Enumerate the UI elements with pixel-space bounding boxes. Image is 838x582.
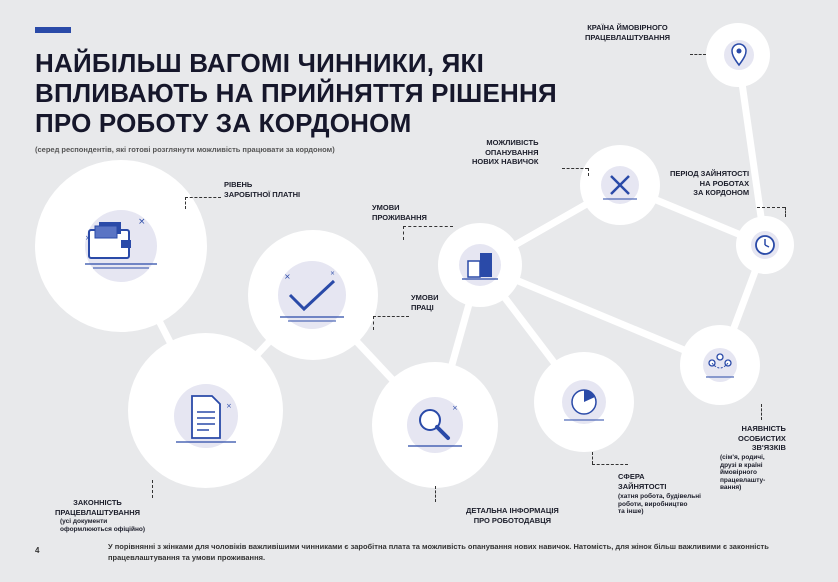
document-icon [168,378,244,454]
work-conditions-connector [373,316,374,330]
living-connector [403,226,404,240]
period-label: ПЕРІОД ЗАЙНЯТОСТІ НА РОБОТАХ ЗА КОРДОНОМ [670,169,750,197]
title-line: ВПЛИВАЮТЬ НА ПРИЙНЯТТЯ РІШЕННЯ [35,78,557,108]
sphere-note: (хатня робота, будівельні роботи, виробництво та інше) [618,493,701,515]
detailed-info-connector [435,486,436,502]
checkmark-icon [272,255,352,335]
period-connector [785,207,786,217]
title-line: ПРО РОБОТУ ЗА КОРДОНОМ [35,108,412,138]
skills-label: МОЖЛИВІСТЬ ОПАНУВАННЯ НОВИХ НАВИЧОК [472,138,539,166]
country-label: КРАЇНА ЙМОВІРНОГО ПРАЦЕВЛАШТУВАННЯ [585,23,671,42]
work-conditions-connector [373,316,409,317]
country-connector [690,54,706,55]
magnifier-icon [402,392,468,458]
connections-connector [761,404,762,420]
pie-chart-icon [558,376,610,428]
living-label: УМОВИ ПРОЖИВАННЯ [372,203,427,222]
svg-text:×: × [85,234,91,242]
footer-note: У порівнянні з жінками для чоловіків важливішими чинниками є заробітна плата та можливість опанування нових навичок. Натомість, для жінок більш важливими є законність працевлаштування та умови проживання. [108,542,769,562]
salary-connector [185,197,186,209]
page-number: 4 [35,546,40,555]
skills-connector [588,168,589,176]
period-connector [757,207,785,208]
salary-label: РІВЕНЬ ЗАРОБІТНОЇ ПЛАТНІ [224,180,301,199]
people-network-icon [700,345,740,385]
title-line: НАЙБІЛЬШ ВАГОМІ ЧИННИКИ, ЯКІ [35,48,484,78]
svg-text:×: × [138,217,146,227]
connections-note: (сім'я, родичі, друзі в країні ймовірного працевлашту- вання) [720,454,766,491]
tools-icon [598,163,642,207]
living-connector [403,226,453,227]
sphere-connector [592,452,593,464]
wallet-money-icon [75,200,167,292]
connections-label: НАЯВНІСТЬ ОСОБИСТИХ ЗВ'ЯЗКІВ [738,424,786,452]
sphere-connector [592,464,628,465]
page-subtitle: (серед респондентів, які готові розглянути можливість працювати за кордоном) [35,145,335,154]
location-pin-icon [722,38,756,72]
legality-label: ЗАКОННІСТЬ ПРАЦЕВЛАШТУВАННЯ [55,498,141,517]
work-conditions-label: УМОВИ ПРАЦІ [411,293,439,312]
detailed-info-label: ДЕТАЛЬНА ІНФОРМАЦІЯ ПРО РОБОТОДАВЦЯ [466,506,559,525]
legality-note: (усі документи оформлюються офіційно) [60,518,146,533]
sphere-label: СФЕРА ЗАЙНЯТОСТІ [618,472,667,491]
svg-text:×: × [284,272,291,281]
skills-connector [562,168,588,169]
svg-text:×: × [330,270,336,277]
buildings-icon [456,241,504,289]
legality-connector [152,480,153,498]
clock-icon [749,229,781,261]
salary-connector [185,197,221,198]
svg-text:×: × [226,402,232,410]
svg-text:×: × [452,404,458,412]
